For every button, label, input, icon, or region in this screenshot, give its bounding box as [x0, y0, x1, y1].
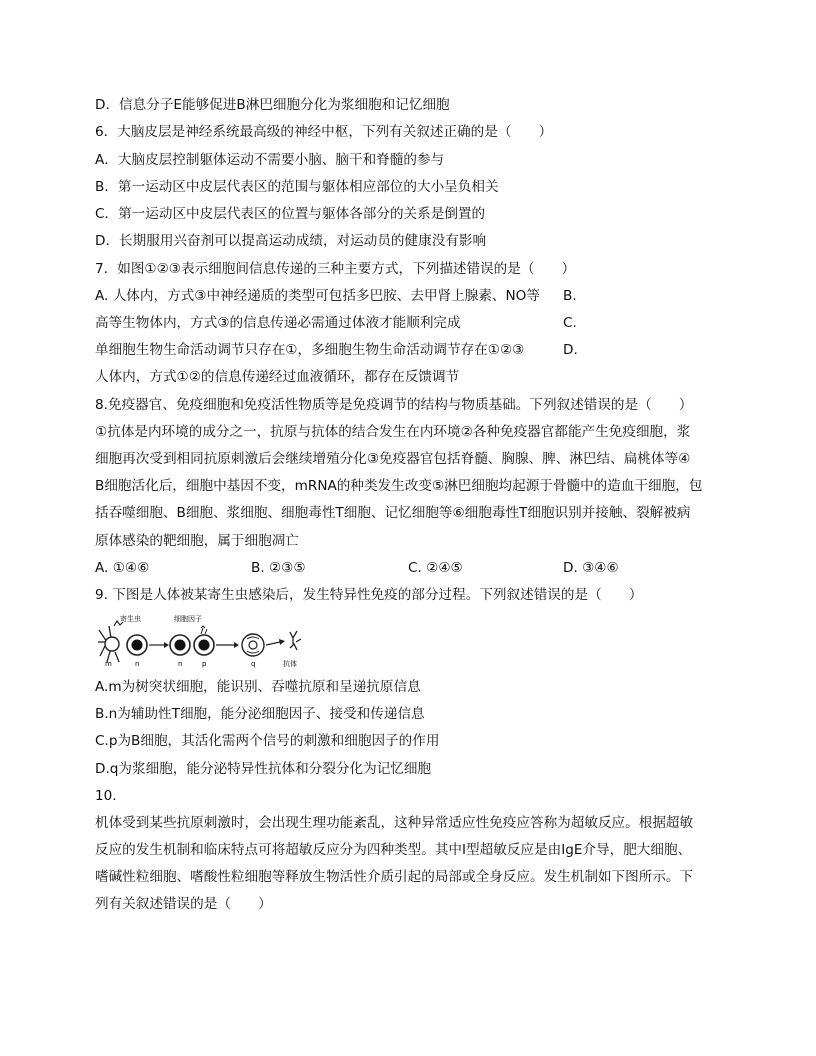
arrow-icon	[164, 642, 169, 648]
b-cell-p	[194, 626, 214, 655]
q8-line-2: 细胞再次受到相同抗原刺激后会继续增殖分化③免疫器官包括脊髓、胸腺、脾、淋巴结、扁桃体等④	[95, 451, 691, 467]
q9-stem: 9. 下图是人体被某寄生虫感染后，发生特异性免疫的部分过程。下列叙述错误的是（ ）	[95, 587, 643, 603]
q10-number: 10.	[95, 788, 117, 804]
q8-line-3: B细胞活化后，细胞中基因不变，mRNA的种类发生改变⑤淋巴细胞均起源于骨髓中的造血干细胞，包	[95, 478, 703, 494]
label-antibody: 抗体	[283, 660, 297, 668]
q10-line-3: 嗜碱性粒细胞、嗜酸性粒细胞等释放生物活性介质引起的局部或全身反应。发生机制如下图所示。下	[95, 869, 694, 885]
q5-option-d: D．信息分子E能够促进B淋巴细胞分化为浆细胞和记忆细胞	[95, 97, 450, 113]
q10-line-2: 反应的发生机制和临床特点可将超敏反应分为四种类型。其中Ⅰ型超敏反应是由IgE介导，肥大细胞、	[95, 842, 692, 858]
q9-option-b: B.n为辅助性T细胞，能分泌细胞因子、接受和传递信息	[95, 706, 425, 722]
q8-option-b: B. ②③⑤	[251, 560, 306, 576]
t-cell-n	[127, 635, 147, 655]
q7-option-d-text: 人体内，方式①②的信息传递经过血液循环，都存在反馈调节	[95, 369, 460, 385]
q7-stem: 7．如图①②③表示细胞间信息传递的三种主要方式，下列描述错误的是（ ）	[95, 261, 576, 277]
cell-letter-m: m	[105, 660, 112, 668]
label-cytokine: 细胞因子	[174, 615, 202, 623]
q9-option-d: D.q为浆细胞，能分泌特异性抗体和分裂分化为记忆细胞	[95, 761, 432, 777]
q10-line-1: 机体受到某些抗原刺激时，会出现生理功能紊乱，这种异常适应性免疫应答称为超敏反应。根据超敏	[95, 815, 694, 831]
q7-option-a: A. 人体内，方式③中神经递质的类型可包括多巴胺、去甲肾上腺素、NO等	[95, 288, 540, 304]
antibody-icon	[290, 631, 301, 650]
q8-stem: 8.免疫器官、免疫细胞和免疫活性物质等是免疫调节的结构与物质基础。下列叙述错误的是（ ）	[95, 397, 693, 413]
q7-letter-b: B.	[563, 288, 577, 304]
cell-letter-p: p	[202, 660, 207, 668]
q7-letter-c: C.	[563, 315, 577, 331]
q9-option-a: A.m为树突状细胞，能识别、吞噬抗原和呈递抗原信息	[95, 679, 421, 695]
q8-line-1: ①抗体是内环境的成分之一，抗原与抗体的结合发生在内环境②各种免疫器官都能产生免疫细胞，浆	[95, 424, 691, 440]
q8-option-d: D. ③④⑥	[563, 560, 619, 576]
q8-option-a: A. ①④⑥	[95, 560, 150, 576]
q6-option-b: B．第一运动区中皮层代表区的范围与躯体相应部位的大小呈负相关	[95, 179, 499, 195]
cell-letter-q: q	[251, 660, 256, 668]
q10-line-4: 列有关叙述错误的是（ ）	[95, 896, 272, 912]
q6-stem: 6．大脑皮层是神经系统最高级的神经中枢，下列有关叙述正确的是（ ）	[95, 124, 553, 140]
q8-line-5: 原体感染的靶细胞，属于细胞凋亡	[95, 533, 299, 549]
q8-line-4: 括吞噬细胞、B细胞、浆细胞、细胞毒性T细胞、记忆细胞等⑥细胞毒性T细胞识别并接触、裂解被病	[95, 505, 691, 521]
q6-option-c: C．第一运动区中皮层代表区的位置与躯体各部分的关系是倒置的	[95, 206, 486, 222]
label-parasite: 寄生虫	[120, 615, 141, 623]
cell-letter-n-2: n	[178, 660, 183, 668]
immune-process-figure	[97, 612, 309, 670]
q6-option-d: D．长期服用兴奋剂可以提高运动成绩，对运动员的健康没有影响	[95, 233, 487, 249]
q7-letter-d: D.	[563, 342, 578, 358]
arrow-icon	[234, 642, 239, 648]
q7-option-c-text: 单细胞生物生命活动调节只存在①，多细胞生物生命活动调节存在①②③	[95, 342, 525, 358]
cell-letter-n: n	[135, 660, 140, 668]
arrow-icon	[279, 639, 285, 645]
q6-option-a: A．大脑皮层控制躯体运动不需要小脑、脑干和脊髓的参与	[95, 152, 445, 168]
q9-option-c: C.p为B细胞，其活化需两个信号的刺激和细胞因子的作用	[95, 733, 440, 749]
q8-option-c: C. ②④⑤	[408, 560, 463, 576]
plasma-cell-q	[242, 634, 264, 656]
q7-option-b-text: 高等生物体内，方式③的信息传递必需通过体液才能顺利完成	[95, 315, 461, 331]
dendritic-cell-m	[98, 621, 123, 662]
t-cell-n-2	[170, 635, 190, 655]
